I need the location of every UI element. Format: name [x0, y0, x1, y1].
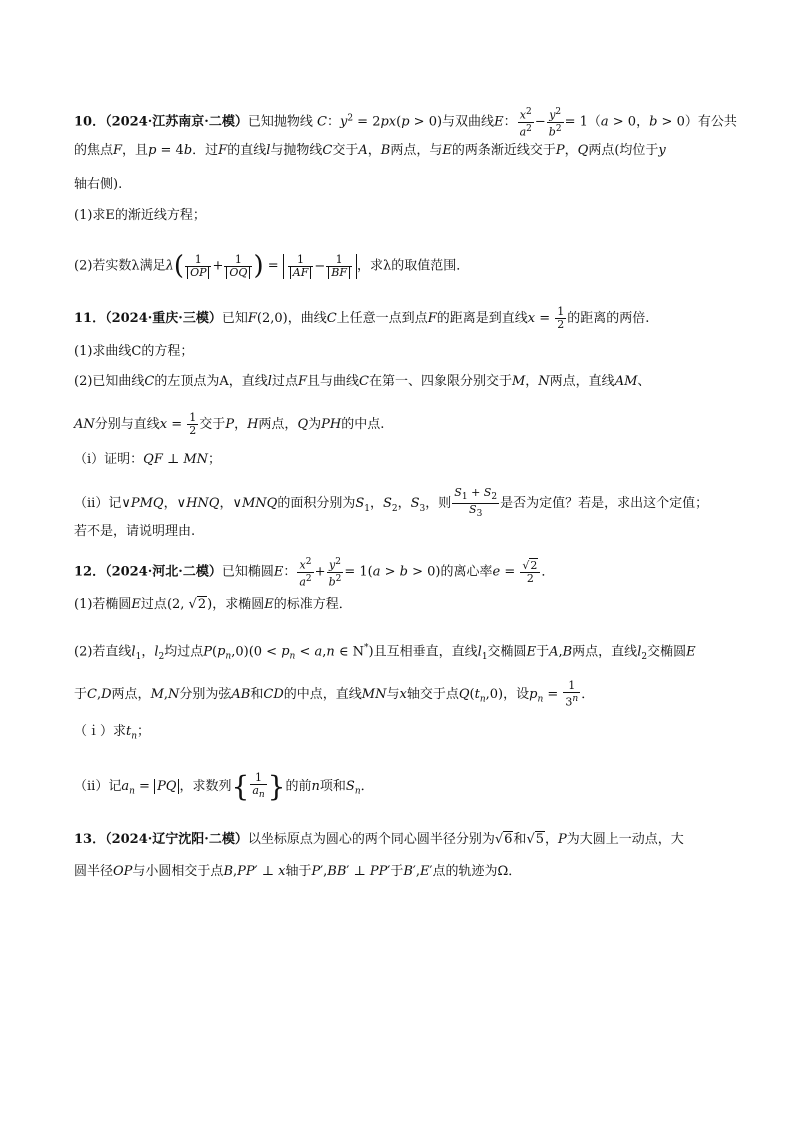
- q11-part-2: (2)已知曲线C的左顶点为A，直线l过点F且与曲线C在第一、四象限分别交于M，N两点，直线AM、: [74, 374, 651, 389]
- q12-part-1: (1)若椭圆E过点(2, √2)，求椭圆E的标准方程．: [74, 597, 352, 612]
- q10-tag: 10．（2024·江苏南京·二模）: [74, 114, 248, 130]
- q13-line-2: 圆半径OP与小圆相交于点B,PP′ ⊥ x轴于P′,BB′ ⊥ PP′于B′,E′点的轨迹为Ω．: [74, 864, 522, 879]
- q11-part-1: (1)求曲线C的方程；: [74, 344, 194, 359]
- q12-tag: 12．（2024·河北·二模）: [74, 564, 222, 580]
- q12-part-2: (2)若直线$l_1$，$l_2$均过点$P(p_n,0)(0 < p_n < a,n$ ∈ N*)且互相垂直，直线$l_1$交椭圆E于A,B两点，直线$l_2$交椭圆E: [74, 643, 696, 662]
- q10-line-2: 的焦点F，且p = 4b．过F的直线l与抛物线C交于A，B两点，与E的两条渐近线交于P，Q两点(均位于y: [74, 143, 666, 158]
- q12-sub-i: （ｉ）求$t_n$；: [74, 724, 151, 742]
- q12-line-1: 12．（2024·河北·二模）已知椭圆E： $\frac{x^2}{a^2}$ + $\frac{y^2}{b^2}$ = 1(a > b > 0)的离心率e = $\frac{√2}{2}$ ．: [74, 557, 555, 589]
- q11-part-2-cont: AN分别与直线x = $\frac{1}{2}$ 交于P，H两点，Q为PH的中点.: [74, 411, 385, 437]
- q10-line-3: 轴右侧).: [74, 177, 123, 192]
- q10-part-2: (2)若实数λ满足λ( $\frac{1}{OP}$ + $\frac{1}{OQ}$ ) = $\frac{1}{AF}$ − $\frac{1}{BF}$ ，求λ的取值范围．: [74, 251, 470, 281]
- q11-sub-ii: （ii）记∨PMQ，∨HNQ，∨MNQ的面积分别为$S_1$，$S_2$，$S_3$，则 $\frac{S_1 + S_2}{S_3}$ 是否为定值？若是，求出这个定值；: [74, 486, 709, 520]
- q11-line-1: 11．（2024·重庆·三模）已知F(2,0)，曲线C上任意一点到点F的距离是到直线x = $\frac{1}{2}$ 的距离的两倍.: [74, 305, 650, 331]
- q10-line-1: 10．（2024·江苏南京·二模）已知抛物线 C：$y^2 = 2px(p > 0)$与双曲线E： $\frac{x^2}{a^2}$ − $\frac{y^2}{b^2}$ = 1（a > 0，b > 0）有公共: [74, 107, 737, 139]
- q11-sub-ii-cont: 若不是，请说明理由.: [74, 524, 196, 539]
- q11-tag: 11．（2024·重庆·三模）: [74, 311, 222, 326]
- q12-part-2-cont: 于C,D两点，M,N分别为弦AB和CD的中点，直线MN与x轴交于点$Q(t_n,0)$，设$p_n$ = $\frac{1}{3^n}$ ．: [74, 679, 595, 709]
- q11-sub-i: （i）证明：QF ⊥ MN；: [74, 452, 222, 467]
- q13-tag: 13．（2024·辽宁沈阳·二模）: [74, 832, 248, 847]
- q13-line-1: 13．（2024·辽宁沈阳·二模）以坐标原点为圆心的两个同心圆半径分别为√6和√5，P为大圆上一动点，大: [74, 832, 684, 847]
- q10-part-1: (1)求E的渐近线方程；: [74, 208, 206, 223]
- q12-sub-ii: （ii）记$a_n$ = PQ ，求数列{ $\frac{1}{a_n}$ }的前n项和$S_n$．: [74, 769, 374, 803]
